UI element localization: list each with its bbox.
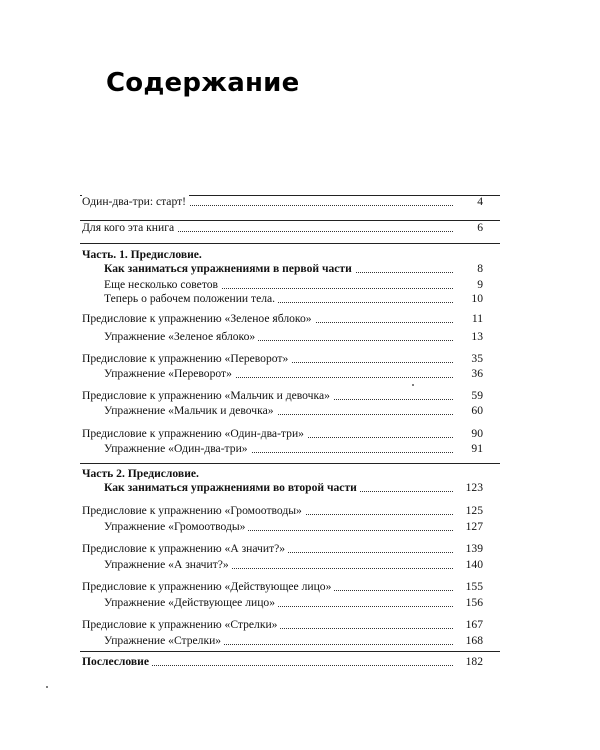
toc-entry: [0, 504, 483, 518]
toc-entry-page: 90: [471, 427, 483, 440]
toc-entry-page: 13: [471, 330, 483, 343]
scan-speck: [412, 384, 414, 386]
part-heading-label: Часть. 1. Предисловие.: [82, 248, 205, 262]
toc-entry: [0, 278, 483, 292]
toc-entry-page: 167: [465, 618, 483, 631]
toc-entry-page: 127: [465, 520, 483, 533]
toc-entry-page: 11: [471, 312, 483, 325]
section-rule: [80, 463, 500, 464]
toc-entry-label: Предисловие к упражнению «Переворот»: [82, 352, 291, 366]
toc-entry: [0, 312, 483, 326]
toc-entry-label: Как заниматься упражнениями во второй части: [104, 481, 360, 495]
toc-entry-page: 125: [465, 504, 483, 517]
toc-entry: [0, 389, 483, 403]
toc-entry-label: Предисловие к упражнению «Действующее лицо»: [82, 580, 334, 594]
part-heading-label: Часть 2. Предисловие.: [82, 467, 202, 481]
toc-entry-page: 123: [465, 481, 483, 494]
toc-entry-page: 168: [465, 634, 483, 647]
section-rule: [80, 243, 500, 244]
toc-entry: [0, 558, 483, 572]
toc-entry-label: Как заниматься упражнениями в первой части: [104, 262, 355, 276]
toc-entry-page: 6: [477, 221, 483, 234]
toc-entry: [0, 442, 483, 456]
toc-entry: [0, 427, 483, 441]
toc-entry-page: 156: [465, 596, 483, 609]
toc-entry-page: 59: [471, 389, 483, 402]
toc-entry-label: Предисловие к упражнению «Мальчик и девочка»: [82, 389, 333, 403]
toc-entry-label: Упражнение «А значит?»: [104, 558, 232, 572]
toc-entry-label: Для кого эта книга: [82, 221, 177, 235]
toc-entry-label: Послесловие: [82, 655, 152, 669]
toc-entry: [0, 404, 483, 418]
toc-entry-label: Упражнение «Стрелки»: [104, 634, 224, 648]
toc-entry: [0, 634, 483, 648]
toc-entry-label: Упражнение «Один-два-три»: [104, 442, 251, 456]
toc-entry: [0, 481, 483, 495]
toc-entry-page: 9: [477, 278, 483, 291]
toc-entry-label: Предисловие к упражнению «А значит?»: [82, 542, 288, 556]
toc-entry-page: 10: [471, 292, 483, 305]
toc-entry-label: Упражнение «Переворот»: [104, 367, 235, 381]
toc-entry: [0, 292, 483, 306]
part-heading: [0, 467, 483, 481]
toc-entry-page: 139: [465, 542, 483, 555]
toc-entry-label: Еще несколько советов: [104, 278, 221, 292]
scan-speck: [46, 686, 48, 688]
toc-entry-page: 35: [471, 352, 483, 365]
toc-entry: [0, 542, 483, 556]
toc-entry: [0, 596, 483, 610]
toc-entry: [0, 618, 483, 632]
toc-entry: [0, 352, 483, 366]
section-rule: [80, 651, 500, 652]
toc-entry: [0, 221, 483, 235]
toc-entry-label: Предисловие к упражнению «Стрелки»: [82, 618, 280, 632]
toc-entry: [0, 520, 483, 534]
toc-entry-label: Предисловие к упражнению «Зеленое яблоко»: [82, 312, 315, 326]
toc-entry-page: 91: [471, 442, 483, 455]
toc-entry: [0, 330, 483, 344]
toc-entry-page: 8: [477, 262, 483, 275]
toc-entry: [0, 580, 483, 594]
toc-entry-label: Упражнение «Громоотводы»: [104, 520, 248, 534]
toc-entry: [0, 367, 483, 381]
toc-entry-page: 36: [471, 367, 483, 380]
toc-entry-page: 60: [471, 404, 483, 417]
toc-entry-page: 4: [477, 195, 483, 208]
toc-entry-page: 140: [465, 558, 483, 571]
toc-entry: [0, 655, 483, 669]
toc-entry-page: 155: [465, 580, 483, 593]
part-heading: [0, 248, 483, 262]
toc-entry-label: Предисловие к упражнению «Громоотводы»: [82, 504, 305, 518]
toc-entry-label: Упражнение «Мальчик и девочка»: [104, 404, 277, 418]
toc-entry-label: Предисловие к упражнению «Один-два-три»: [82, 427, 307, 441]
toc-entry-label: Упражнение «Зеленое яблоко»: [104, 330, 258, 344]
toc-entry-page: 182: [465, 655, 483, 668]
page-title: Содержание: [106, 68, 300, 98]
toc-entry: [0, 262, 483, 276]
toc-entry-label: Теперь о рабочем положении тела.: [104, 292, 278, 306]
toc-entry: [0, 195, 483, 209]
toc-entry-label: Один-два-три: старт!: [82, 195, 189, 209]
toc-entry-label: Упражнение «Действующее лицо»: [104, 596, 278, 610]
